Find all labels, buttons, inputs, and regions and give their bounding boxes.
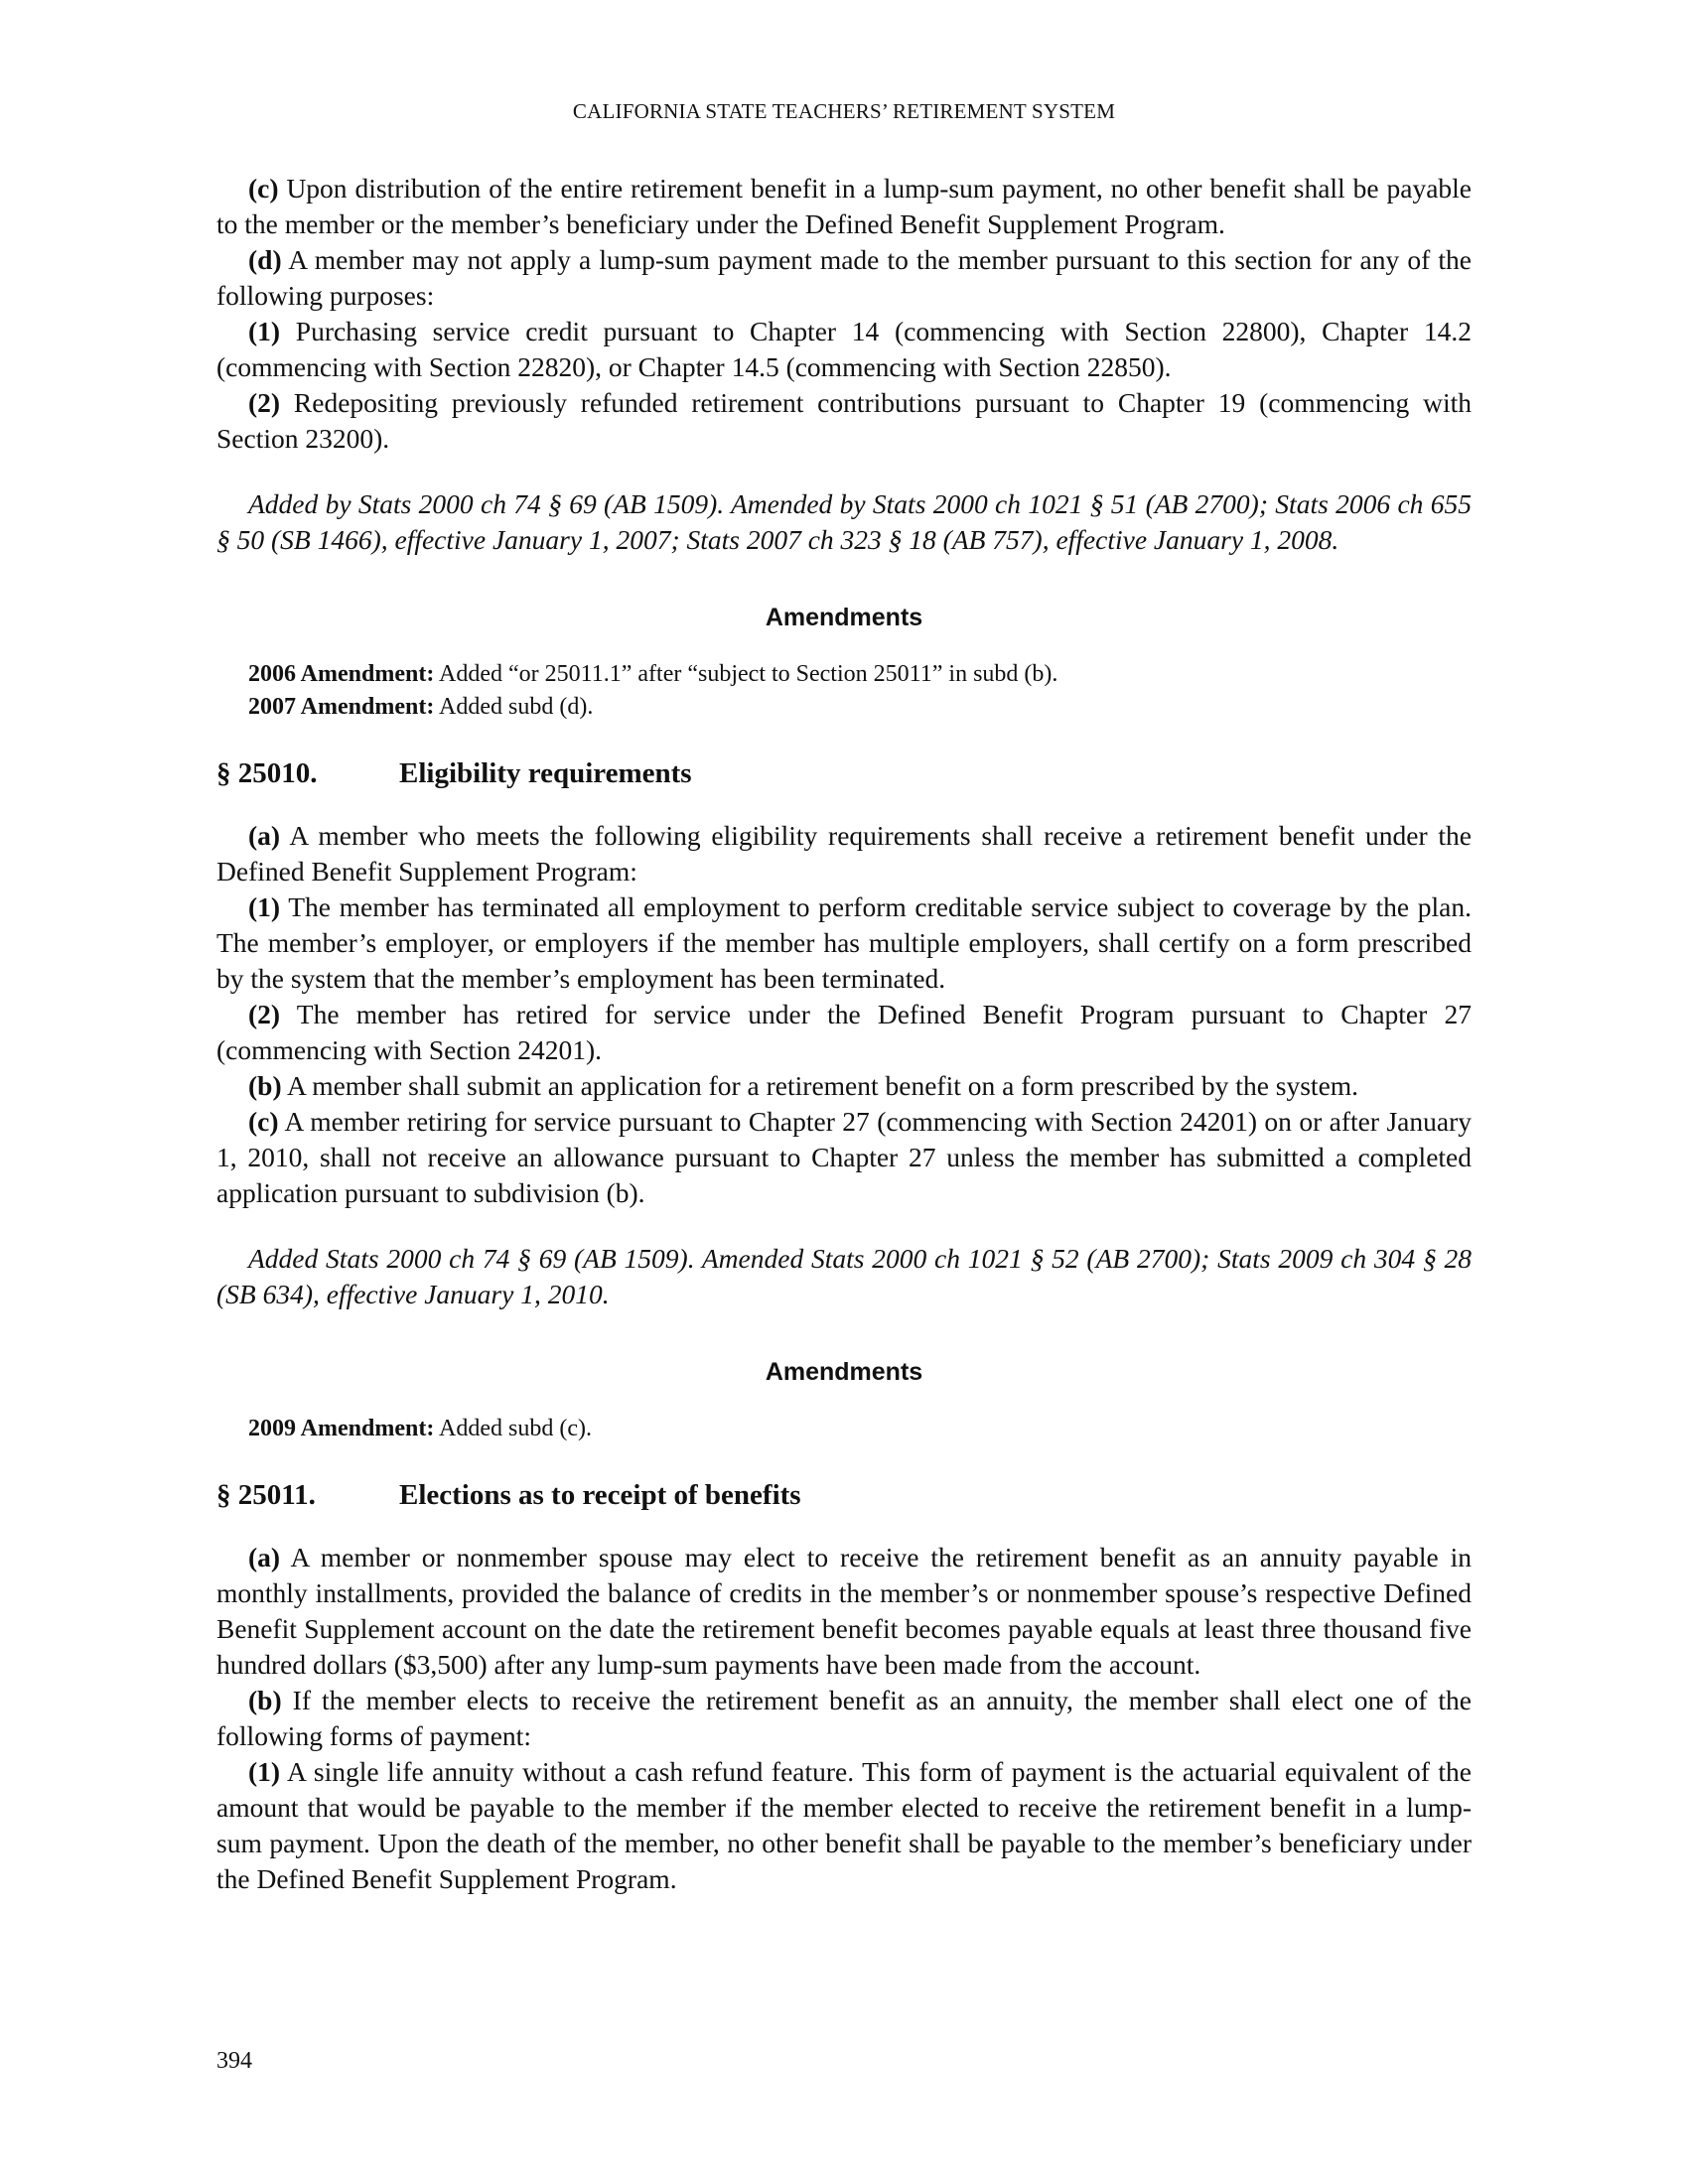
section-title: Eligibility requirements <box>399 757 692 789</box>
para-text: The member has terminated all employment to perform creditable service subject to coverage by the plan. The member’s employer, or employers if the member has multiple employers, shall certify on a form prescribed by the system that the member’s employment has been terminated. <box>216 891 1472 994</box>
amendment-label: 2009 Amendment: <box>248 1416 435 1441</box>
paragraph <box>216 818 1472 889</box>
para-label: (a) <box>248 820 281 851</box>
para-text: Upon distribution of the entire retirement benefit in a lump-sum payment, no other benefit shall be payable to the member or the member’s beneficiary under the Defined Benefit Supplement Program. <box>216 173 1472 239</box>
running-header: CALIFORNIA STATE TEACHERS’ RETIREMENT SYSTEM <box>572 99 1116 123</box>
para-label: (1) <box>248 891 281 922</box>
paragraph <box>216 314 1472 385</box>
para-label: (d) <box>248 244 282 275</box>
paragraph <box>216 1754 1472 1897</box>
amendment-line <box>216 691 1472 724</box>
paragraph <box>216 889 1472 997</box>
para-label: (1) <box>248 316 281 346</box>
para-text: A member shall submit an application for a retirement benefit on a form prescribed by the system. <box>281 1070 1359 1101</box>
paragraph <box>216 1104 1472 1211</box>
para-text: Redepositing previously refunded retirement contributions pursuant to Chapter 19 (commencing with Section 23200). <box>216 387 1472 454</box>
para-text: If the member elects to receive the retirement benefit as an annuity, the member shall elect one of the following forms of payment: <box>216 1685 1472 1751</box>
para-label: (2) <box>248 999 281 1029</box>
amendment-text: Added subd (c). <box>434 1416 592 1441</box>
section-title: Elections as to receipt of benefits <box>399 1479 801 1511</box>
amendment-text: Added “or 25011.1” after “subject to Section 25011” in subd (b). <box>434 661 1058 687</box>
para-text: A member retiring for service pursuant to Chapter 27 (commencing with Section 24201) on or after January 1, 2010, shall not receive an allowance pursuant to Chapter 27 unless the member has submitted a completed application pursuant to subdivision (b). <box>216 1106 1472 1208</box>
para-text: Purchasing service credit pursuant to Chapter 14 (commencing with Section 22800), Chapter 14.2 (commencing with Section 22820), or Chapter 14.5 (commencing with Section 22850). <box>216 316 1472 382</box>
para-label: (b) <box>248 1685 282 1715</box>
para-label: (c) <box>248 1106 279 1137</box>
paragraph <box>216 385 1472 457</box>
amendments-heading: Amendments <box>765 1358 923 1386</box>
paragraph <box>216 997 1472 1068</box>
history-note: Added Stats 2000 ch 74 § 69 (AB 1509). Amended Stats 2000 ch 1021 § 52 (AB 2700); Stats 2009 ch 304 § 28 (SB 634), effective January 1, 2010. <box>216 1243 1472 1309</box>
amendment-label: 2006 Amendment: <box>248 661 435 687</box>
para-label: (b) <box>248 1070 282 1101</box>
para-label: (c) <box>248 173 279 204</box>
paragraph <box>216 1540 1472 1683</box>
section-heading <box>216 1479 1472 1512</box>
document-page <box>216 0 1472 2184</box>
para-label: (1) <box>248 1756 281 1787</box>
history-note: Added by Stats 2000 ch 74 § 69 (AB 1509). Amended by Stats 2000 ch 1021 § 51 (AB 2700); Stats 2006 ch 655 § 50 (SB 1466), effective January 1, 2007; Stats 2007 ch 323 § 18 (AB 757), effective January 1, 2008. <box>216 488 1472 555</box>
amendment-text: Added subd (d). <box>434 694 594 720</box>
paragraph <box>216 1683 1472 1754</box>
para-text: A single life annuity without a cash refund feature. This form of payment is the actuarial equivalent of the amount that would be payable to the member if the member elected to receive the retirement benefit in a lump-sum payment. Upon the death of the member, no other benefit shall be payable to the member’s beneficiary under the Defined Benefit Supplement Program. <box>216 1756 1472 1894</box>
section-heading <box>216 757 1472 790</box>
para-label: (a) <box>248 1542 281 1572</box>
paragraph <box>216 171 1472 242</box>
amendment-line <box>216 1413 1472 1445</box>
para-text: A member may not apply a lump-sum payment made to the member pursuant to this section for any of the following purposes: <box>216 244 1472 311</box>
page-content <box>216 171 1472 1897</box>
amendment-line <box>216 658 1472 691</box>
para-text: A member who meets the following eligibility requirements shall receive a retirement benefit under the Defined Benefit Supplement Program: <box>216 820 1472 887</box>
para-label: (2) <box>248 387 281 418</box>
paragraph <box>216 1068 1472 1104</box>
section-number: § 25010. <box>216 757 318 789</box>
para-text: The member has retired for service under the Defined Benefit Program pursuant to Chapter 27 (commencing with Section 24201). <box>216 999 1472 1065</box>
section-number: § 25011. <box>216 1479 316 1511</box>
para-text: A member or nonmember spouse may elect to receive the retirement benefit as an annuity payable in monthly installments, provided the balance of credits in the member’s or nonmember spouse’s respective Defined Benefit Supplement account on the date the retirement benefit becomes payable equals at least three thousand five hundred dollars ($3,500) after any lump-sum payments have been made from the account. <box>216 1542 1472 1680</box>
paragraph <box>216 242 1472 314</box>
amendment-label: 2007 Amendment: <box>248 694 435 720</box>
amendments-heading: Amendments <box>765 604 923 631</box>
page-number: 394 <box>216 2048 252 2074</box>
